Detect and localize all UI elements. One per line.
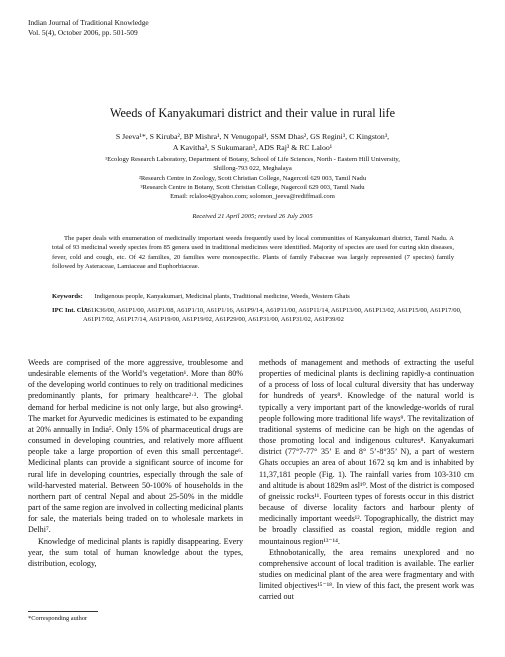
ipc-label: IPC Int. Cl.⁸: [52, 307, 90, 314]
received-dates: Received 21 April 2005; revised 26 July 2005 [192, 213, 313, 220]
contact-email: Email: rclaloo4@yahoo.com; solomon_jeeva@rediffmail.com [170, 193, 335, 201]
body-paragraph: Ethnobotanically, the area remains unexplored and no comprehensive account of local tradition is available. The earlier studies on medicinal plant of the area were fragmentary and with limited objectives¹⁵⁻¹⁸. In view of this fact, the present work was carried out [259, 547, 474, 602]
body-paragraph: Knowledge of medicinal plants is rapidly disappearing. Every year, the sum total of human knowledge about the types, distribution, ecology, [28, 536, 243, 568]
body-paragraph: methods of management and methods of extracting the useful properties of medicinal plants is declining rapidly-a continuation of a process of loss of local cultural diversity that has underway for hundreds of years⁸. Knowledge of the natural world is typically a very important part of the knowledge-worlds of rural people following more traditional life ways⁹. The revitalization of traditional systems of medicine can be high on the agendas of those promoting local and indigenous cultures⁸. Kanyakumari district (77°7-77° 35’ E and 8° 5’-8°35’ N), a part of western Ghats occupies an area of about 1672 sq km and is inhabited by 11,37,181 people (Fig. 1). The rainfall varies from 103-310 cm and altitude is about 1829m asl¹⁰. Most of the district is composed of gneissic rocks¹¹. Fourteen types of forests occur in this district because of diverse locality factors and harbour plenty of medicinally important weeds¹². Topographically, the district may be broadly classified as coastal region, middle region and mountainous region¹³⁻¹⁴. [259, 358, 474, 546]
footnote-divider [28, 611, 98, 612]
authors-line-1: S Jeeva¹*, S Kiruba², BP Mishra¹, N Venugopal¹, SSM Dhas², GS Regini³, C Kingston³, [115, 132, 390, 141]
keywords-label: Keywords: [52, 293, 83, 300]
journal-header [28, 18, 149, 37]
body-column-left [28, 357, 243, 569]
abstract: The paper deals with enumeration of medicinally important weeds frequently used by local communities of Kanyakumari district, Tamil Nadu. A total of 93 medicinal weedy species from 85 genera used in traditional medicines were identified. Majority of species are used for curing skin diseases, fever, cold and cough, etc. Of 42 families, 20 families were monospecific. Plants of family Fabaceae was largely represented (7 species) family followed by Asteraceae, Lamiaceae and Euphorbiaceae. [52, 235, 454, 270]
paper-title: Weeds of Kanyakumari district and their value in rural life [110, 106, 395, 120]
footnote: *Corresponding author [28, 615, 88, 622]
affiliation-1: ¹Ecology Research Laboratory, Department of Botany, School of Life Sciences, North - Eastern Hill University, [105, 156, 400, 163]
affiliations [40, 155, 465, 201]
body-paragraph: Weeds are comprised of the more aggressive, troublesome and undesirable elements of the World’s vegetation¹. More than 80% of the developing world continues to rely on traditional medicines predominantly plants, for primary healthcare²·³. The global demand for herbal medicine is not only large, but also growing⁴. The market for Ayurvedic medicines is estimated to be expanding at 20% annually in India⁵. Only 15% of pharmaceutical drugs are consumed in developing countries, and relatively more affluent people take a large proportion of even this small percentage⁶. Medicinal plants can provide a significant source of income for rural life in developing countries, especially through the sale of wild-harvested material. Between 50-100% of households in the northern part of central Nepal and about 25-50% in the middle part of the same region are involved in collecting medicinal plants for sale, the materials being traded on to wholesale markets in Delhi⁷. [28, 358, 243, 535]
affiliation-1-city: Shillong-793 022, Meghalaya [213, 165, 292, 173]
journal-volume: Vol. 5(4), October 2006, pp. 501-509 [28, 27, 138, 37]
keywords [52, 292, 472, 301]
author-list [70, 131, 435, 153]
journal-name: Indian Journal of Traditional Knowledge [28, 18, 149, 27]
keywords-text: Indigenous people, Kanyakumari, Medicinal plants, Traditional medicine, Weeds, Western Ghats [94, 293, 350, 300]
affiliation-2: ²Research Centre in Zoology, Scott Christian College, Nagercoil 629 003, Tamil Nadu [138, 174, 367, 182]
affiliation-3: ³Research Centre in Botany, Scott Christian College, Nagercoil 629 003, Tamil Nadu [140, 183, 365, 191]
body-column-right [259, 357, 474, 602]
ipc-codes: A61K36/00, A61P1/00, A61P1/08, A61P1/10, A61P1/16, A61P9/14, A61P11/00, A61P11/14, A61P13/00, A61P13/02, A61P15/00, A61P17/00, A61P17/02, A61P17/14, A61P19/00, A61P19/02, A61P29/00, A61P31/00, A61P31/02, A61P39/02 [83, 307, 462, 324]
authors-line-2: A Kavitha³, S Sukumaran³, ADS Raj³ & RC Laloo¹ [172, 143, 333, 152]
